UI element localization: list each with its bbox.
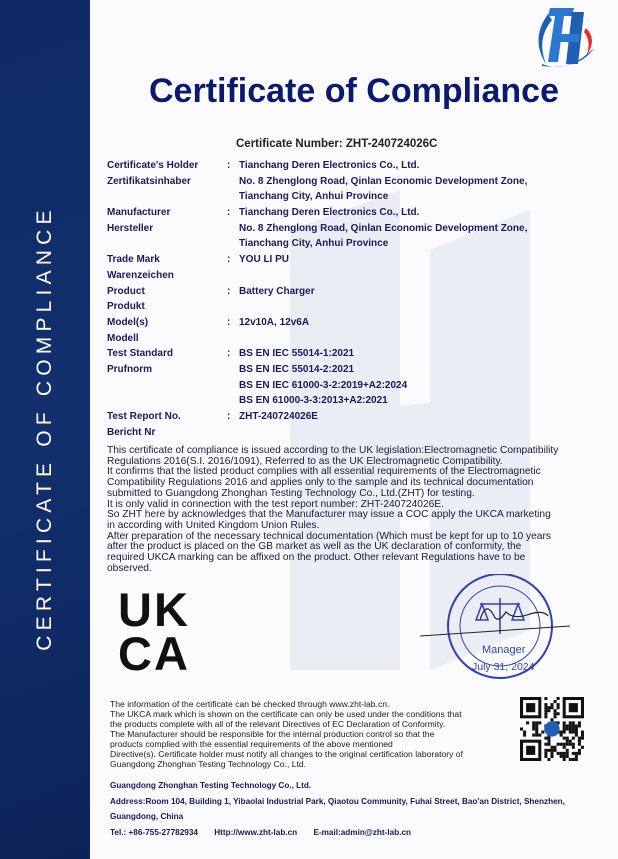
stamp-role: Manager	[482, 644, 526, 656]
field-value: Battery Charger	[239, 285, 315, 297]
ukca-line1: UK	[118, 583, 190, 636]
field-row	[107, 284, 527, 300]
field-label: Model(s)	[107, 316, 149, 328]
field-value: BS EN 61000-3-3:2013+A2:2021	[239, 395, 388, 407]
statement-line: observed.	[107, 562, 152, 574]
field-label: Warenzeichen	[107, 269, 174, 281]
certificate-fields	[107, 158, 527, 440]
field-label: Manufacturer	[107, 207, 171, 219]
field-row	[107, 346, 527, 362]
field-row	[107, 221, 527, 237]
certificate-number: Certificate Number: ZHT-240724026C	[236, 138, 438, 150]
field-row	[107, 252, 527, 268]
field-separator: :	[227, 348, 231, 360]
field-separator	[227, 425, 239, 441]
field-separator	[227, 221, 239, 237]
statement-line: It is only valid in connection with the test report number: ZHT-240724026E.	[107, 498, 444, 510]
vertical-title: CERTIFICATE OF COMPLIANCE	[33, 205, 56, 651]
field-value: Tianchang City, Anhui Province	[239, 191, 389, 203]
statement-line: After preparation of the necessary technical documentation (Which must be kept for up to 10 years	[107, 530, 551, 542]
field-separator	[227, 331, 239, 347]
field-row	[107, 205, 527, 221]
zh-logo	[528, 4, 604, 72]
field-label: Trade Mark	[107, 254, 160, 266]
field-label	[107, 189, 227, 205]
field-separator	[227, 362, 239, 378]
issuer-address: Address:Room 104, Building 1, Yibaolai Industrial Park, Qiaotou Community, Fuhai Street, Bao'an District, Shenzhen,	[110, 796, 565, 806]
qr-code[interactable]	[520, 697, 584, 761]
field-value: Tianchang City, Anhui Province	[239, 238, 389, 250]
field-row	[107, 393, 527, 409]
issuer-address-2: Guangdong, China	[110, 812, 184, 821]
field-separator: :	[227, 411, 231, 422]
note-line: The information of the certificate can be checked through www.zht-lab.cn.	[110, 699, 390, 709]
issuer-name: Guangdong Zhonghan Testing Technology Co., Ltd.	[110, 781, 312, 790]
field-separator	[227, 189, 239, 205]
issuer-website-link[interactable]: Http://www.zht-lab.cn	[214, 827, 298, 837]
field-label: Modell	[107, 332, 139, 344]
field-value: BS EN IEC 61000-3-2:2019+A2:2024	[239, 379, 408, 391]
field-row	[107, 236, 527, 252]
statement-line: This certificate of compliance is issued according to the UK legislation:Electromagnetic Compatibility	[107, 445, 559, 456]
note-line: Directive(s). Certificate holder must notify all changes to the original certification laboratory of	[110, 749, 463, 759]
field-separator	[227, 174, 239, 190]
note-line: products complied with the essential requirements of the above mentioned	[110, 739, 393, 749]
field-label: Hersteller	[107, 222, 154, 234]
field-label: Product	[107, 285, 145, 297]
statement-line: required UKCA marking can be affixed on the product. Other relevant Regulations have to be	[107, 552, 526, 564]
ukca-mark	[118, 583, 214, 680]
field-label: Zertifikatsinhaber	[107, 175, 191, 187]
field-value: No. 8 Zhenglong Road, Qinlan Economic Development Zone,	[239, 222, 528, 234]
field-row	[107, 378, 527, 394]
ukca-line2: CA	[118, 627, 190, 680]
note-line: Guangdong Zhonghan Testing Technology Co., Ltd.	[110, 759, 307, 769]
field-value: BS EN IEC 55014-1:2021	[239, 348, 355, 360]
field-row	[107, 331, 527, 347]
field-row	[107, 315, 527, 331]
field-value: BS EN IEC 55014-2:2021	[239, 363, 355, 375]
field-value: No. 8 Zhenglong Road, Qinlan Economic Development Zone,	[239, 175, 528, 187]
note-line: the products complete with all of the relevant Directives of EC Declaration of Conformity.	[110, 719, 446, 729]
compliance-statement	[107, 446, 602, 574]
field-row	[107, 174, 527, 190]
field-label: Test Report No.	[107, 411, 181, 422]
page-title: Certificate of Compliance	[149, 72, 559, 110]
field-label	[107, 378, 227, 394]
field-label: Certificate's Holder	[107, 160, 199, 171]
statement-line: after the product is placed on the GB market as well as the UK declaration of conformity, the	[107, 541, 522, 553]
field-label: Produkt	[107, 301, 145, 313]
issuer-tel: Tel.: +86-755-27782934	[110, 827, 198, 837]
field-value: Tianchang Deren Electronics Co., Ltd.	[239, 160, 420, 171]
statement-line: submitted to Guangdong Zhonghan Testing Technology Co., Ltd.(ZHT) for testing.	[107, 487, 475, 499]
statement-line: Regulations 2016(S.I. 2016/1091), Referred to as the UK Electromagnetic Compatibility.	[107, 455, 503, 467]
field-label	[107, 236, 227, 252]
field-row	[107, 425, 527, 441]
field-separator	[227, 299, 239, 315]
field-value: YOU LI PU	[239, 254, 290, 266]
field-row	[107, 268, 527, 284]
note-line: The UKCA mark which is shown on the certificate can only be used under the conditions that	[110, 709, 462, 719]
issuer-info	[110, 778, 565, 840]
field-row	[107, 362, 527, 378]
field-separator: :	[227, 160, 231, 171]
certificate-note	[110, 699, 510, 769]
official-stamp	[420, 574, 570, 680]
statement-line: in according with United Kingdom Union Rules.	[107, 519, 320, 531]
field-separator	[227, 393, 239, 409]
field-label: Test Standard	[107, 348, 173, 360]
field-label	[107, 393, 227, 409]
statement-line: It confirms that the listed product complies with all essential requirements of the Electromagnetic	[107, 466, 541, 478]
statement-line: Compatibility Regulations 2016 and applies only to the sample and its technical documentation	[107, 477, 534, 489]
field-label: Prufnorm	[107, 363, 152, 375]
field-row	[107, 158, 527, 174]
field-value: Tianchang Deren Electronics Co., Ltd.	[239, 207, 420, 219]
field-value: ZHT-240724026E	[239, 411, 318, 422]
issuer-email-link[interactable]: E-mail:admin@zht-lab.cn	[313, 827, 412, 837]
statement-line: So ZHT here by acknowledges that the Manufacturer may issue a COC apply the UKCA marketing	[107, 509, 551, 521]
field-separator	[227, 378, 239, 394]
field-separator: :	[227, 207, 231, 219]
sidebar-band	[0, 0, 90, 859]
field-separator: :	[227, 254, 231, 266]
field-separator: :	[227, 285, 231, 297]
field-value: 12v10A, 12v6A	[239, 316, 310, 328]
note-line: The Manufacturer should be responsible for the internal production control so that the	[110, 729, 435, 739]
stamp-date: July 31, 2024	[472, 661, 535, 673]
field-separator	[227, 236, 239, 252]
field-row	[107, 409, 527, 425]
field-row	[107, 189, 527, 205]
field-row	[107, 299, 527, 315]
field-label: Bericht Nr	[107, 426, 156, 438]
field-separator: :	[227, 316, 231, 328]
field-separator	[227, 268, 239, 284]
